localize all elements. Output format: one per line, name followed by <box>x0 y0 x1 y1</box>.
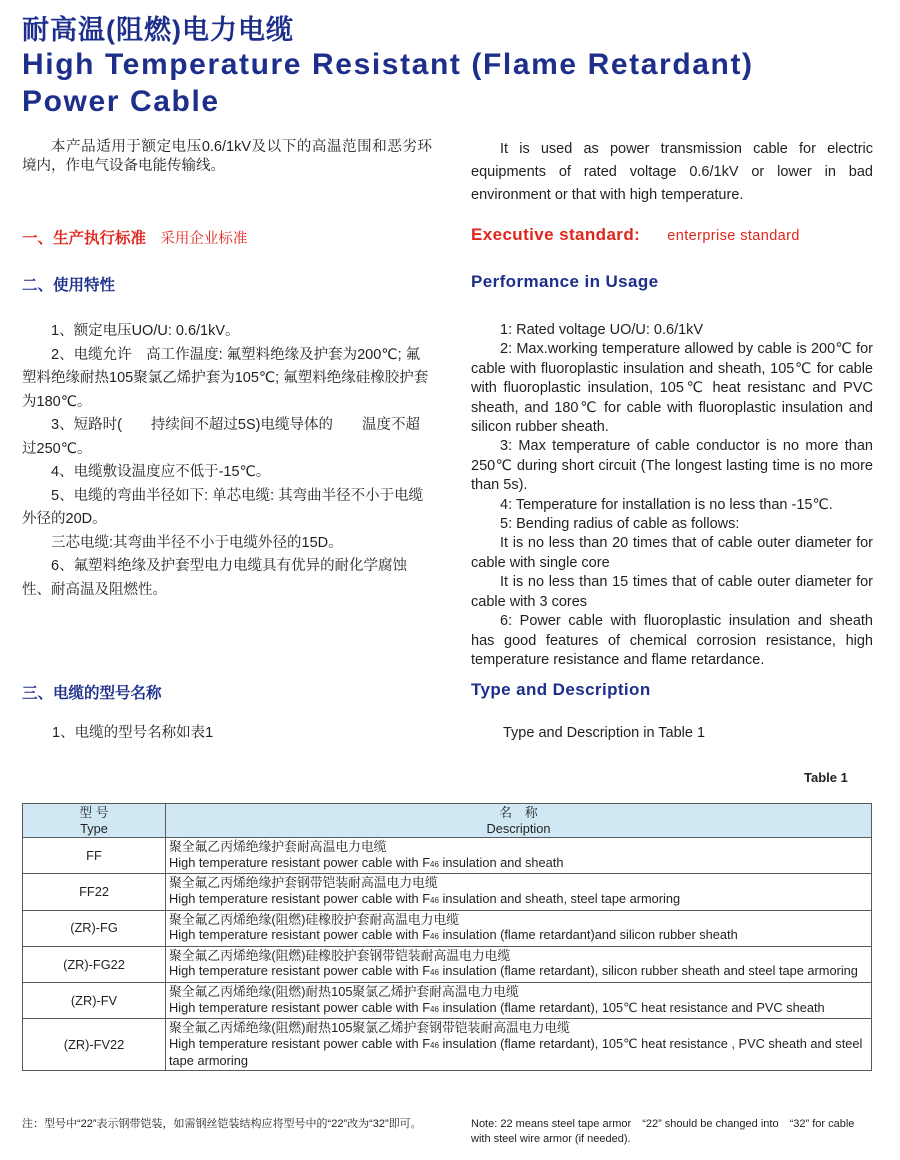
table-cell-type: (ZR)-FV <box>23 982 166 1018</box>
footnote-en: Note: 22 means steel tape armor “22” should be changed into “32” for cable with steel wire armor (if needed). <box>471 1118 855 1145</box>
sec1-heading-en-text: Executive standard: <box>471 225 641 244</box>
table-row <box>23 874 872 910</box>
desc-cn: 聚全氟乙丙烯绝缘(阻燃)硅橡胶护套耐高温电力电缆 <box>169 911 460 927</box>
list-item: 3、短路时( 持续间不超过5S)电缆导体的 温度不超过250℃。 <box>22 417 420 457</box>
list-item: 5: Bending radius of cable as follows: <box>500 516 740 533</box>
sec2-list-en <box>471 321 873 670</box>
table-cell-desc <box>166 910 872 946</box>
page-title-en <box>22 46 892 120</box>
desc-cn: 聚全氟乙丙烯绝缘(阻燃)耐热105聚氯乙烯护套钢带铠装耐高温电力电缆 <box>169 1020 570 1036</box>
page-title-en-line2: Power Cable <box>22 85 220 118</box>
page-title-en-line1: High Temperature Resistant (Flame Retardant) <box>22 48 754 81</box>
desc-cn: 聚全氟乙丙烯绝缘(阻燃)耐热105聚氯乙烯护套耐高温电力电缆 <box>169 983 519 999</box>
table-cell-desc <box>166 874 872 910</box>
sec3-heading-cn: 三、电缆的型号名称 <box>22 685 162 702</box>
sec1-value-en: enterprise standard <box>667 228 800 244</box>
sec2-list-cn <box>22 320 432 602</box>
table-cell-type: FF22 <box>23 874 166 910</box>
table-cell-desc <box>166 838 872 874</box>
desc-en: High temperature resistant power cable with F46 insulation and sheath, steel tape armoring <box>169 890 681 906</box>
table-cell-type: (ZR)-FG <box>23 910 166 946</box>
list-item: 6、氟塑料绝缘及护套型电力电缆具有优异的耐化学腐蚀性、耐高温及阻燃性。 <box>22 558 408 598</box>
list-item: 5、电缆的弯曲半径如下: 单芯电缆: 其弯曲半径不小于电缆外径的20D。 <box>22 487 424 527</box>
intro-en: It is used as power transmission cable for electric equipments of rated voltage 0.6/1kV or lower in bad environment or that with high temperature. <box>471 141 873 203</box>
table-header-row <box>23 804 872 838</box>
table-cell-type: (ZR)-FG22 <box>23 946 166 982</box>
table-cell-type: FF <box>23 838 166 874</box>
table-row <box>23 910 872 946</box>
desc-cn: 聚全氟乙丙烯绝缘护套钢带铠装耐高温电力电缆 <box>169 875 438 891</box>
page-title-cn: 耐高温(阻燃)电力电缆 <box>22 15 294 45</box>
table-header-type <box>23 804 166 838</box>
sec2-heading-en: Performance in Usage <box>471 272 659 291</box>
intro-cn: 本产品适用于额定电压0.6/1kV及以下的高温范围和恶劣环境内，作电气设备电能传输线。 <box>22 139 432 174</box>
table-row <box>23 1019 872 1071</box>
list-item: 4: Temperature for installation is no less than -15℃. <box>500 496 833 513</box>
desc-en: High temperature resistant power cable with F46 insulation (flame retardant), 105℃ heat resistance and PVC sheath <box>169 999 825 1015</box>
table-header-desc-cn: 名 称 <box>499 805 538 820</box>
table-row <box>23 982 872 1018</box>
table-header-desc <box>166 804 872 838</box>
list-item: 4、电缆敷设温度应不低于-15℃。 <box>51 464 271 480</box>
table-header-type-cn: 型 号 <box>79 805 109 820</box>
sec1-heading-en <box>471 225 800 245</box>
sec1-heading-cn-text: 一、生产执行标准 <box>22 230 147 247</box>
sec2-heading-cn: 二、使用特性 <box>22 277 116 294</box>
table-header-desc-en: Description <box>486 820 551 836</box>
sec3-item-cn: 1、电缆的型号名称如表1 <box>52 725 214 741</box>
desc-cn: 聚全氟乙丙烯绝缘(阻燃)硅橡胶护套钢带铠装耐高温电力电缆 <box>169 947 511 963</box>
list-item: 3: Max temperature of cable conductor is no more than 250℃ during short circuit (The longest lasting time is no more than 5s). <box>471 438 873 494</box>
table-row <box>23 838 872 874</box>
list-item: 6: Power cable with fluoroplastic insulation and sheath has good features of chemical corrosion resistance, high temperature resistance and flame retardance. <box>471 613 873 668</box>
sec3-item-en: Type and Description in Table 1 <box>503 725 706 741</box>
desc-en: High temperature resistant power cable with F46 insulation and sheath <box>169 854 564 870</box>
table-cell-desc <box>166 982 872 1018</box>
table-cell-desc <box>166 1019 872 1071</box>
list-item: 2、电缆允许 高工作温度: 氟塑料绝缘及护套为200℃; 氟塑料绝缘耐热105聚氯乙烯护套为105℃; 氟塑料绝缘硅橡胶护套为180℃。 <box>22 346 429 410</box>
sec1-value-cn: 采用企业标准 <box>160 231 248 247</box>
table-cell-type: (ZR)-FV22 <box>23 1019 166 1071</box>
desc-en: High temperature resistant power cable with F46 insulation (flame retardant), 105℃ heat resistance , PVC sheath and steel tape armoring <box>169 1035 863 1069</box>
sec1-heading-cn <box>22 226 247 248</box>
list-item: It is no less than 15 times that of cable outer diameter for cable with 3 cores <box>471 574 873 610</box>
list-item: 三芯电缆:其弯曲半径不小于电缆外径的15D。 <box>51 534 343 551</box>
list-item: 2: Max.working temperature allowed by cable is 200℃ for cable with fluoroplastic insulation and sheath, 105℃ for cable with fluoroplastic insulation, 105℃ heat resistanc and PVC sheath, and 180℃ for cable with fluoroplastic insulation and silicon rubber sheath. <box>471 341 873 436</box>
sec3-heading-en: Type and Description <box>471 680 651 699</box>
desc-en: High temperature resistant power cable with F46 insulation (flame retardant), silicon rubber sheath and steel tape armoring <box>169 963 858 979</box>
list-item: It is no less than 20 times that of cable outer diameter for cable with single core <box>471 535 873 571</box>
desc-cn: 聚全氟乙丙烯绝缘护套耐高温电力电缆 <box>169 839 387 855</box>
spec-table <box>22 803 872 1071</box>
table-cell-desc <box>166 946 872 982</box>
desc-en: High temperature resistant power cable with F46 insulation (flame retardant)and silicon rubber sheath <box>169 927 738 943</box>
table-row <box>23 946 872 982</box>
list-item: 1: Rated voltage UO/U: 0.6/1kV <box>500 322 704 338</box>
footnote-cn: 注：型号中“22”表示钢带铠装，如需钢丝铠装结构应将型号中的“22”改为“32”即可。 <box>22 1118 422 1130</box>
table-header-type-en: Type <box>80 820 108 836</box>
list-item: 1、额定电压UO/U: 0.6/1kV。 <box>51 323 240 339</box>
table-label: Table 1 <box>804 770 848 785</box>
